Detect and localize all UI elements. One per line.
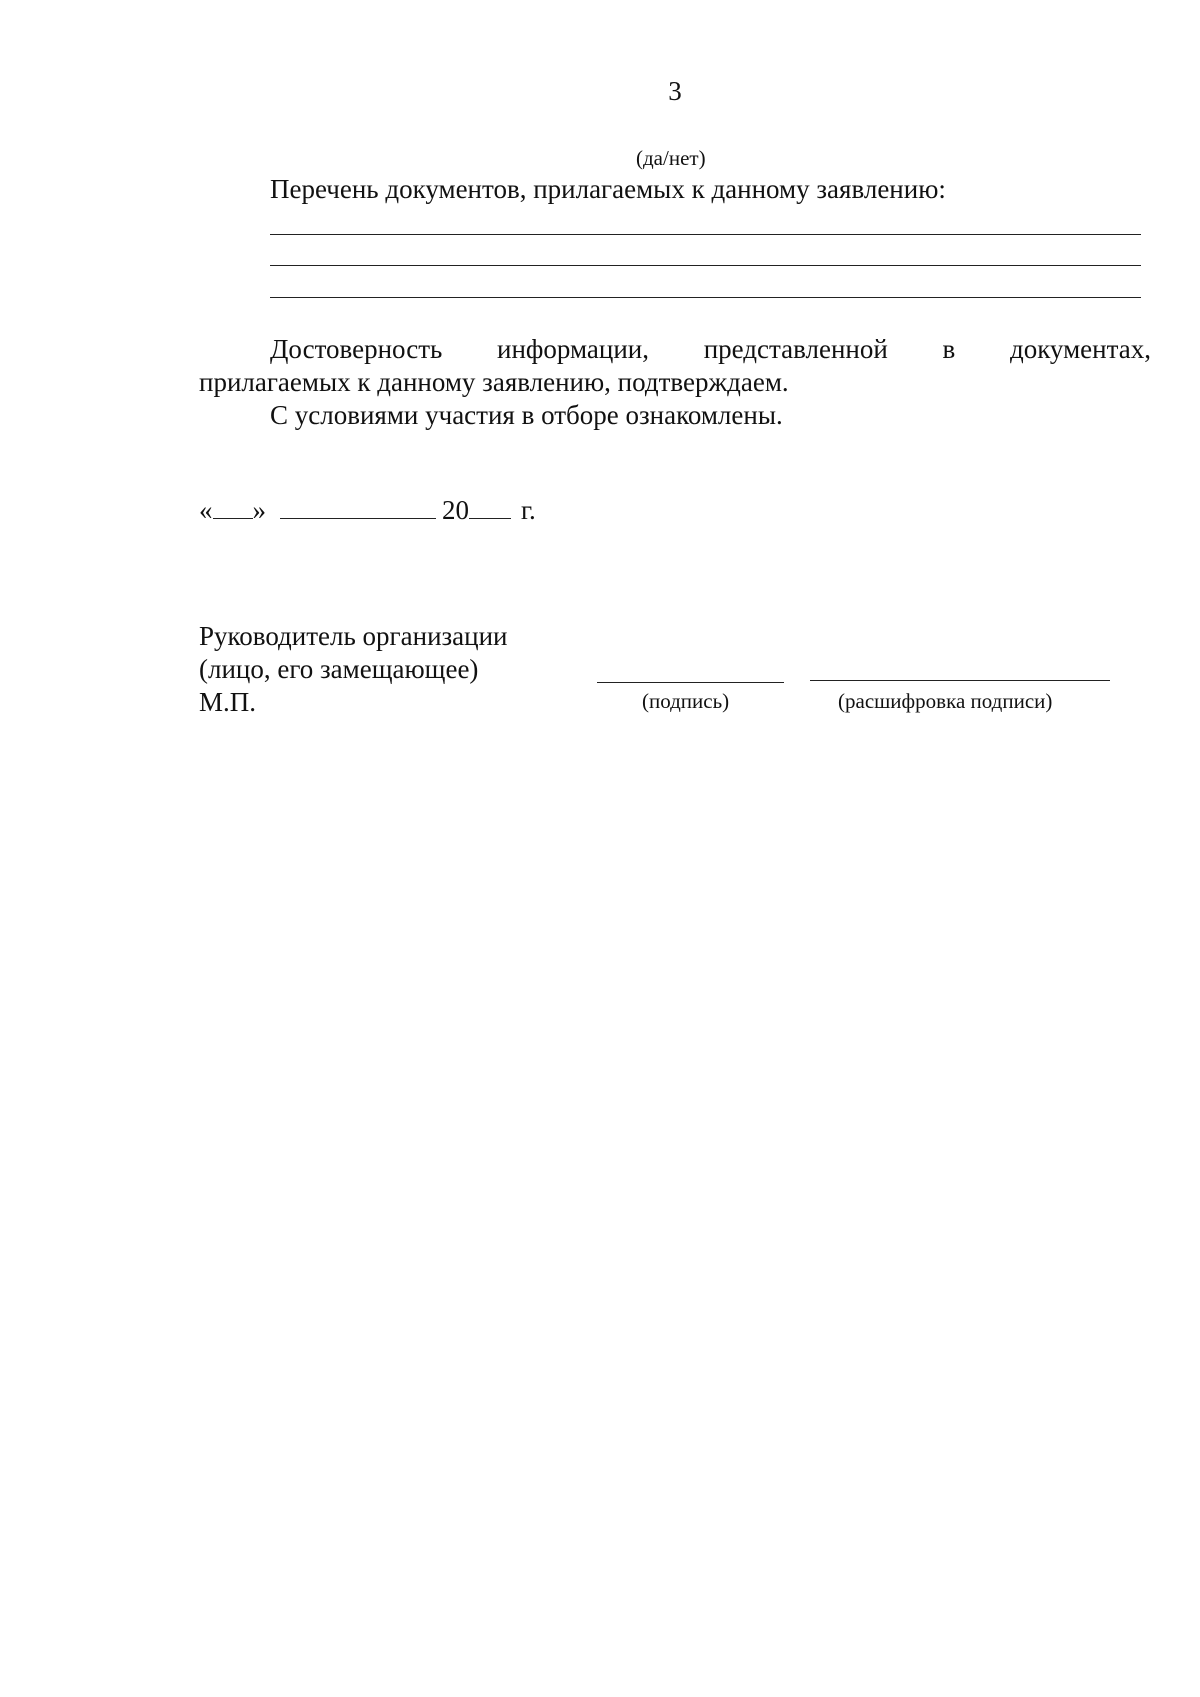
signature-line[interactable] xyxy=(597,682,784,683)
confirmation-word: представленной xyxy=(703,334,888,364)
month-blank[interactable] xyxy=(280,517,436,519)
date-year-suffix: г. xyxy=(521,495,536,525)
day-blank[interactable] xyxy=(213,517,253,519)
date-open-quote: « xyxy=(199,495,213,525)
signatory-substitute: (лицо, его замещающее) xyxy=(199,654,479,684)
doc-list-blank-line[interactable] xyxy=(270,234,1141,235)
confirmation-word: Достоверность xyxy=(270,334,443,364)
date-close-quote: » xyxy=(252,495,266,525)
doc-list-blank-line[interactable] xyxy=(270,297,1141,298)
signature-decoding-caption: (расшифровка подписи) xyxy=(838,689,1053,713)
date-line xyxy=(199,495,536,526)
yes-no-caption: (да/нет) xyxy=(636,146,706,170)
signature-decoding-line[interactable] xyxy=(810,680,1110,681)
page-number: 3 xyxy=(668,76,682,106)
signatory-title: Руководитель организации xyxy=(199,621,508,651)
confirmation-second-line: прилагаемых к данному заявлению, подтверждаем. xyxy=(199,367,789,397)
signature-caption: (подпись) xyxy=(642,689,730,713)
stamp-place: М.П. xyxy=(199,687,257,717)
doc-list-heading: Перечень документов, прилагаемых к данному заявлению: xyxy=(270,174,946,204)
acknowledged-paragraph: С условиями участия в отборе ознакомлены. xyxy=(270,400,783,430)
doc-list-blank-line[interactable] xyxy=(270,265,1141,266)
confirmation-first-line xyxy=(199,334,1151,365)
confirmation-word: документах, xyxy=(1009,334,1151,364)
confirmation-paragraph xyxy=(199,334,1151,398)
confirmation-word: информации, xyxy=(497,334,649,364)
year-blank[interactable] xyxy=(469,517,511,519)
confirmation-word: в xyxy=(942,334,956,364)
date-century: 20 xyxy=(442,495,469,525)
